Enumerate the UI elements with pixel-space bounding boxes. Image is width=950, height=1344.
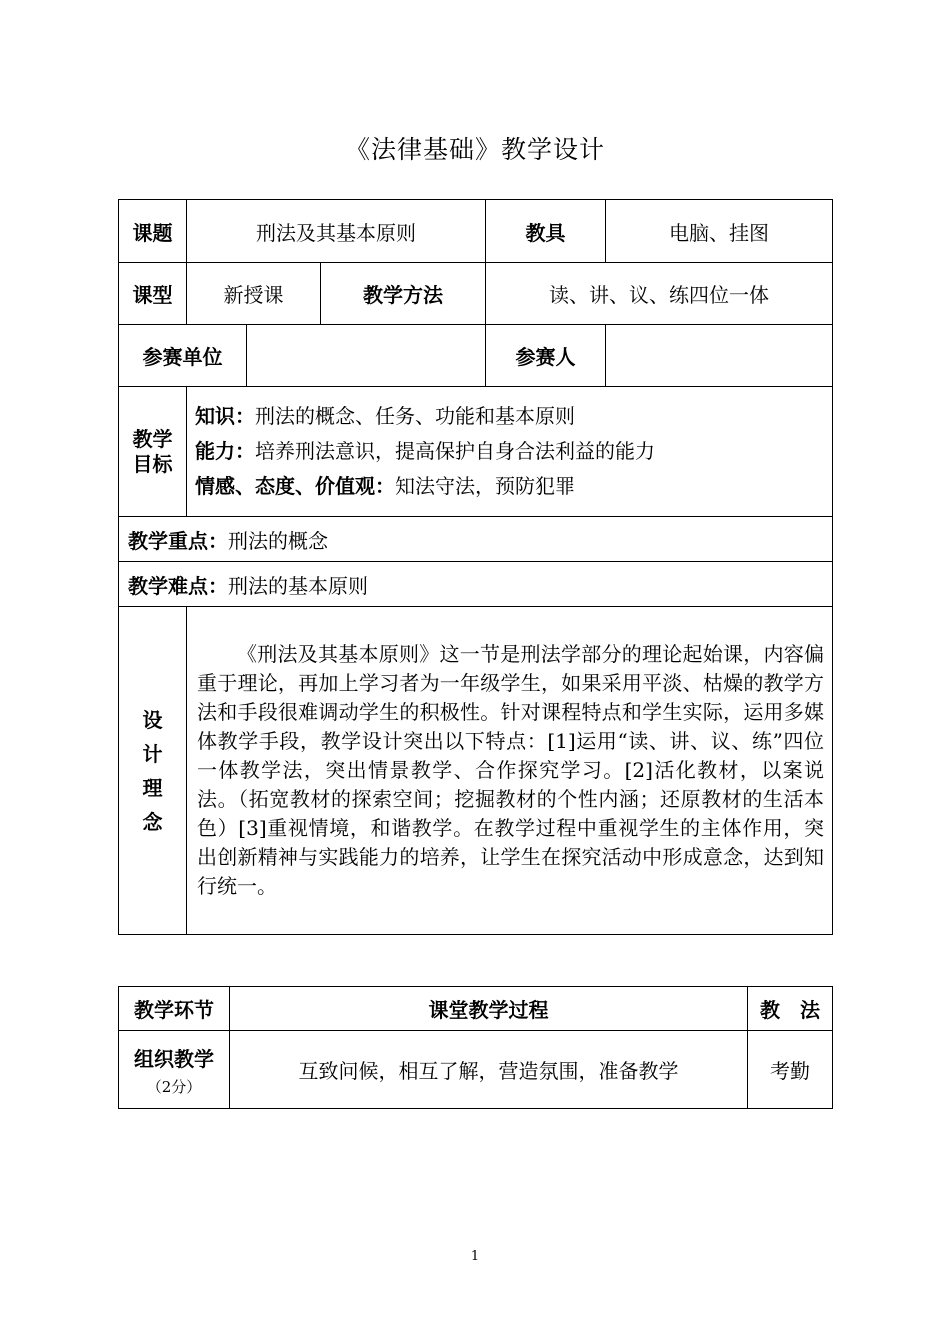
document-title: 《法律基础》教学设计	[344, 135, 605, 164]
unit-value	[247, 325, 486, 387]
method-header: 教 法	[748, 987, 833, 1031]
key-point-value: 刑法的概念	[228, 528, 328, 553]
difficult-point	[119, 562, 833, 607]
page-number: 1	[470, 1249, 480, 1264]
course-label: 课题	[119, 200, 187, 263]
key-point	[119, 517, 833, 562]
ability-goal: 能力：培养刑法意识，提高保护自身合法利益的能力	[195, 439, 655, 463]
table-row	[119, 517, 833, 562]
teaching-process-table	[118, 986, 833, 1109]
type-value: 新授课	[187, 263, 321, 325]
person-label: 参赛人	[486, 325, 606, 387]
method-label: 教学方法	[321, 263, 486, 325]
goals-content	[187, 387, 833, 517]
table-row	[119, 987, 833, 1031]
method-value: 读、讲、议、练四位一体	[486, 263, 833, 325]
stage-duration: （2分）	[146, 1077, 202, 1096]
table-row	[119, 263, 833, 325]
type-label: 课型	[119, 263, 187, 325]
person-value	[606, 325, 833, 387]
stage-cell	[119, 1031, 230, 1109]
emotion-goal: 情感、态度、价值观：知法守法，预防犯罪	[195, 474, 575, 498]
unit-label: 参赛单位	[119, 325, 247, 387]
key-point-label: 教学重点：	[128, 528, 228, 553]
goals-label: 教学目标	[119, 387, 187, 517]
difficult-point-label: 教学难点：	[128, 573, 228, 598]
table-row	[119, 1031, 833, 1109]
stage-header: 教学环节	[119, 987, 230, 1031]
design-label: 设 计 理 念	[119, 607, 187, 935]
table-row	[119, 387, 833, 517]
stage-name: 组织教学	[134, 1046, 214, 1071]
design-text: 《刑法及其基本原则》这一节是刑法学部分的理论起始课，内容偏重于理论，再加上学习者为一年级学生，如果采用平淡、枯燥的教学方法和手段很难调动学生的积极性。针对课程特点和学生实际，运用多媒体教学手段，教学设计突出以下特点：[1]运用“读、讲、议、练”四位一体教学法，突出情景教学、合作探究学习。[2]活化教材，以案说法。（拓宽教材的探索空间；挖掘教材的个性内涵；还原教材的生活本色）[3]重视情境，和谐教学。在教学过程中重视学生的主体作用，突出创新精神与实践能力的培养，让学生在探究活动中形成意念，达到知行统一。	[187, 607, 833, 935]
process-cell: 互致问候，相互了解，营造氛围，准备教学	[230, 1031, 748, 1109]
course-value: 刑法及其基本原则	[187, 200, 486, 263]
knowledge-goal: 知识：刑法的概念、任务、功能和基本原则	[195, 404, 575, 428]
method-cell: 考勤	[748, 1031, 833, 1109]
lesson-info-table	[118, 199, 833, 935]
tools-label: 教具	[486, 200, 606, 263]
table-row	[119, 200, 833, 263]
process-header: 课堂教学过程	[230, 987, 748, 1031]
table-row	[119, 562, 833, 607]
difficult-point-value: 刑法的基本原则	[228, 573, 368, 598]
table-row	[119, 607, 833, 935]
table-row	[119, 325, 833, 387]
tools-value: 电脑、挂图	[606, 200, 833, 263]
